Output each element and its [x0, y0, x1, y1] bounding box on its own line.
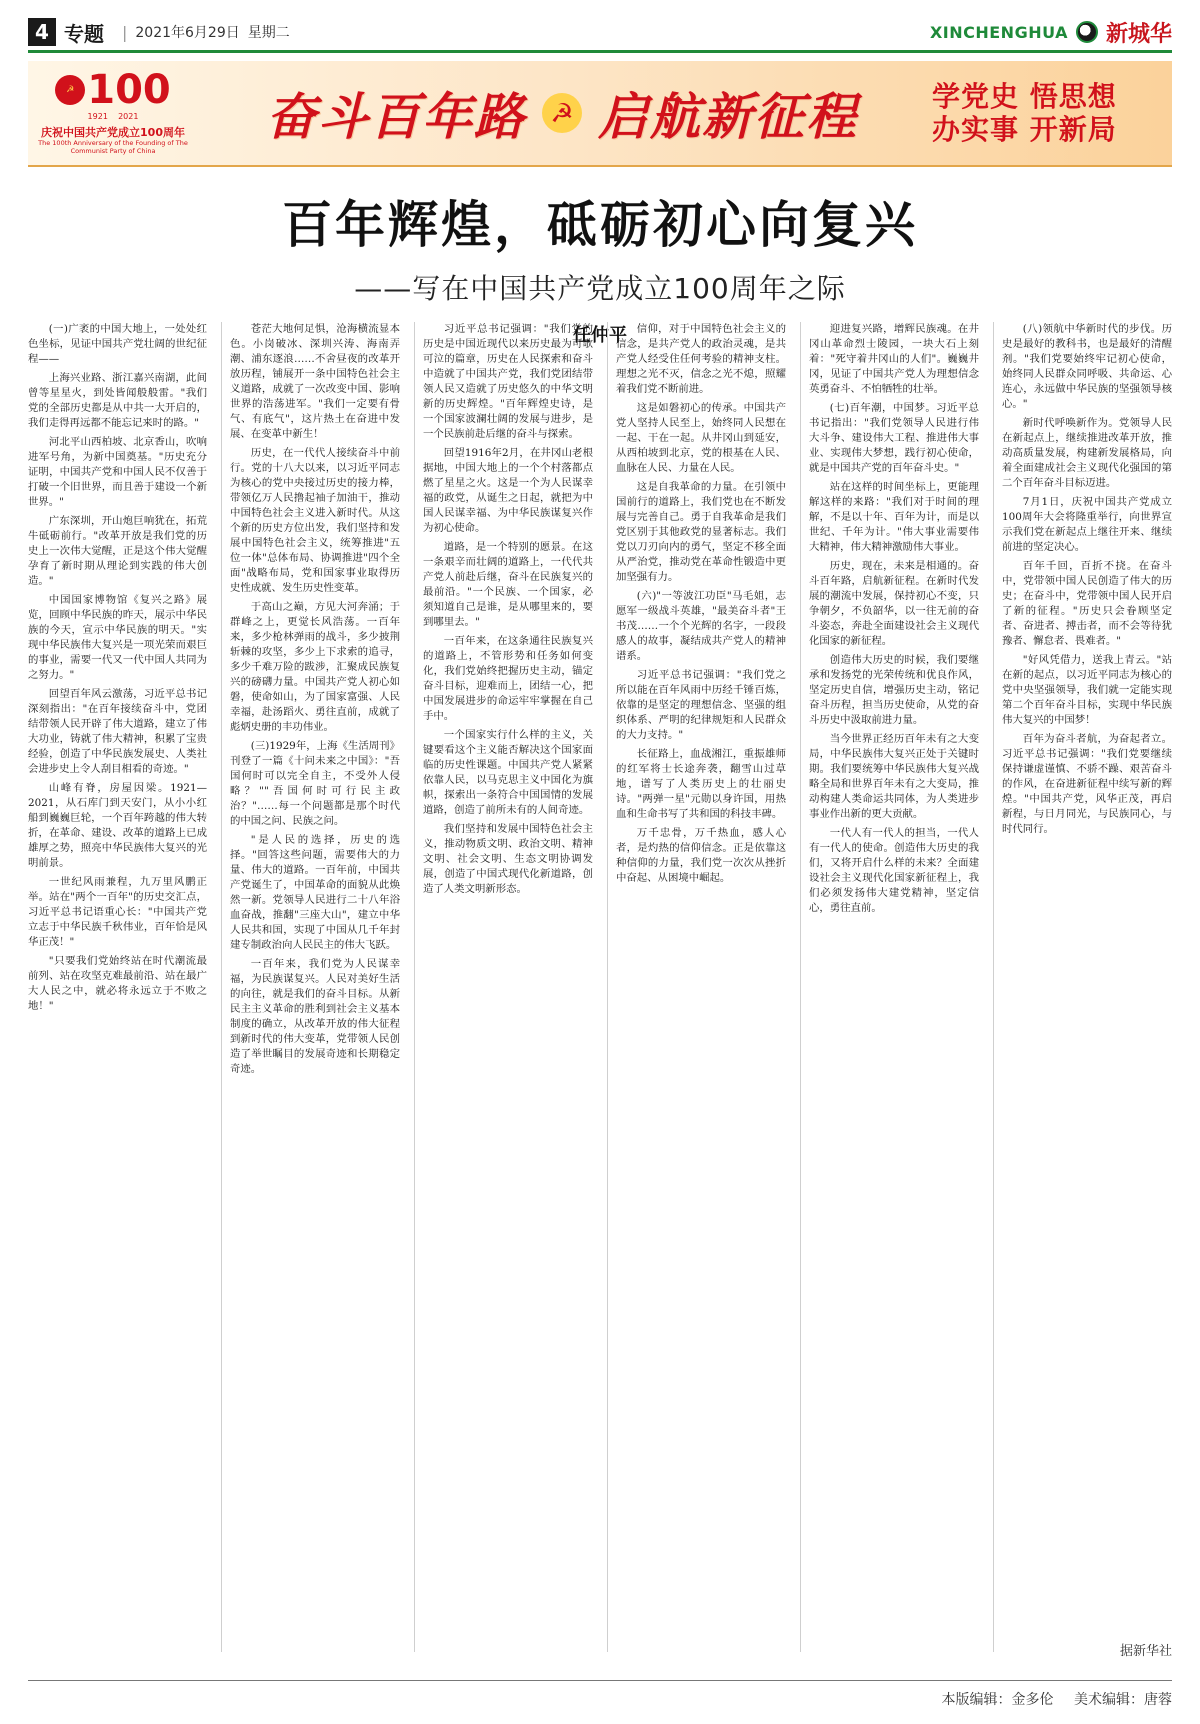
anniversary-caption-en: The 100th Anniversary of the Founding of The Communist Party of China [38, 139, 188, 155]
article-subheadline: ——写在中国共产党成立100周年之际 [354, 272, 846, 305]
article-paragraph: 新时代呼唤新作为。党领导人民在新起点上，继续推进改革开放，推动高质量发展，构建新发展格局，向着全面建成社会主义现代化强国的第二个百年奋斗目标迈进。 [1002, 417, 1172, 489]
banner-right-line2: 办实事 开新局 [932, 113, 1117, 146]
article-body [28, 322, 1172, 1652]
article-paragraph: 道路，是一个特别的愿景。在这一条艰辛而壮阔的道路上，一代代共产党人前赴后继，奋斗在民族复兴的最前沿。"一个民族、一个国家，必须知道自己是谁，是从哪里来的，要到哪里去。" [423, 541, 593, 628]
art-editor: 美术编辑：唐蓉 [1074, 1692, 1172, 1708]
article-paragraph: (三)1929年，上海《生活周刊》刊登了一篇《十问未来之中国》："吾国何时可以完全自主，不受外人侵略？""吾国何时可行民主政治？"……每一个问题都是那个时代的中国之问、民族之问。 [230, 740, 400, 827]
article-paragraph: 一百年来，我们党为人民谋幸福，为民族谋复兴。人民对美好生活的向往，就是我们的奋斗目标。从新民主主义革命的胜利到社会主义基本制度的确立，从改革开放的伟大征程到新时代的伟大变革，党带领人民创造了举世瞩目的发展奇迹和长期稳定奇迹。 [230, 958, 400, 1075]
anniversary-emblem [28, 61, 198, 165]
article-paragraph: 迎进复兴路，增辉民族魂。在井冈山革命烈士陵园，一块大石上刻着："死守着井冈山的人们"。巍巍井冈，见证了中国共产党人为理想信念英勇奋斗、不怕牺牲的壮举。 [809, 323, 979, 395]
article-paragraph: 创造伟大历史的时候，我们要继承和发扬党的光荣传统和优良作风，坚定历史自信，增强历史主动，铭记奋斗历程，担当历史使命，从党的奋斗历史中汲取前进力量。 [809, 654, 979, 726]
article-paragraph: 站在这样的时间坐标上，更能理解这样的来路："我们对于时间的理解，不是以十年、百年为计，而是以世纪、千年为计。"伟大事业需要伟大精神，伟大精神激励伟大事业。 [809, 481, 979, 553]
article-paragraph: 回望百年风云激荡，习近平总书记深刻指出："在百年接续奋斗中，党团结带领人民开辟了伟大道路，建立了伟大功业，铸就了伟大精神，积累了宝贵经验，创造了中华民族发展史、人类社会进步史上令人刮目相看的奇迹。" [28, 688, 207, 775]
article-paragraph: 山峰有脊，房屋因梁。1921—2021，从石库门到天安门，从小小红船到巍巍巨轮，一个百年跨越的伟大转折，在革命、建设、改革的道路上已成雄厚之势，照亮中华民族伟大复兴的光明前景。 [28, 782, 207, 869]
article-paragraph: 这是如磐初心的传承。中国共产党人坚持人民至上，始终同人民想在一起、干在一起。从井冈山到延安，从西柏坡到北京，党的根基在人民、血脉在人民、力量在人民。 [616, 402, 786, 474]
hammer-sickle-icon [540, 91, 584, 135]
banner-right-slogan [926, 61, 1172, 165]
page-number: 4 [28, 18, 56, 46]
anniversary-year-start: 1921 [87, 112, 108, 122]
article-paragraph: 7月1日，庆祝中国共产党成立100周年大会将隆重举行，向世界宣示我们党在新起点上继往开来、继续前进的坚定决心。 [1002, 496, 1172, 553]
article-column [414, 322, 593, 1652]
article-column [221, 322, 400, 1652]
panda-logo-icon [1076, 21, 1098, 43]
party-emblem-icon: ☭ [55, 75, 85, 105]
article-headline: 百年辉煌，砥砺初心向复兴 [282, 196, 918, 254]
source-credit: 据新华社 [1119, 1644, 1172, 1659]
article-paragraph: (六)"一等波江功臣"马毛姐，志愿军一级战斗英雄，"最美奋斗者"王书茂……一个个光辉的名字，一段段感人的故事，凝结成共产党人的精神谱系。 [616, 590, 786, 662]
anniversary-number [55, 67, 171, 114]
article-paragraph: 我们坚持和发展中国特色社会主义，推动物质文明、政治文明、精神文明、社会文明、生态文明协调发展，创造了中国式现代化新道路，创造了人类文明新形态。 [423, 823, 593, 895]
banner-slogan [198, 61, 926, 165]
brand-name: 新城华 [1105, 20, 1172, 47]
article-paragraph: 一个国家实行什么样的主义，关键要看这个主义能否解决这个国家面临的历史性课题。中国共产党人紧紧依靠人民，以马克思主义中国化为旗帜，探索出一条符合中国国情的发展道路，创造了前所未有的人间奇迹。 [423, 729, 593, 816]
article-paragraph: 中国国家博物馆《复兴之路》展览，回顾中华民族的昨天，展示中华民族的今天，宣示中华民族的明天。"实现中华民族伟大复兴是一项光荣而艰巨的事业，需要一代又一代中国人共同为之努力。" [28, 594, 207, 681]
article-paragraph: "是人民的选择，历史的选择。"回答这些问题，需要伟大的力量、伟大的道路。一百年前，中国共产党诞生了，中国革命的面貌从此焕然一新。党领导人民进行二十八年浴血奋战，推翻"三座大山"，建立中华人民共和国，实现了中国从几千年封建专制政治向人民民主的伟大飞跃。 [230, 834, 400, 951]
article-paragraph: 百年为奋斗者航，为奋起者立。习近平总书记强调："我们党要继续保持谦虚谨慎、不骄不躁、艰苦奋斗的作风，在奋进新征程中续写新的辉煌。"中国共产党，风华正茂，再启新程，与日月同光，与民族同心，与时代同行。 [1002, 733, 1172, 835]
anniversary-banner [28, 61, 1172, 167]
article-paragraph: 长征路上，血战湘江，重振雄师的红军将士长途奔袭，翻雪山过草地，谱写了人类历史上的壮丽史诗。"两弹一星"元勋以身许国，用热血和生命书写了共和国的科技丰碑。 [616, 748, 786, 820]
article-paragraph: 一代人有一代人的担当，一代人有一代人的使命。创造伟大历史的我们，又将开启什么样的未来？全面建设社会主义现代化国家新征程上，我们必须发扬伟大建党精神，坚定信心，勇往直前。 [809, 827, 979, 914]
article-column [993, 322, 1172, 1652]
issue-date: 2021年6月29日 [135, 25, 240, 41]
article-paragraph: (七)百年潮，中国梦。习近平总书记指出："我们党领导人民进行伟大斗争、建设伟大工程、推进伟大事业、实现伟大梦想，践行初心使命，就是中国共产党的百年奋斗史。" [809, 402, 979, 474]
article-paragraph: 广东深圳，开山炮巨响犹在，拓荒牛砥砺前行。"改革开放是我们党的历史上一次伟大觉醒，正是这个伟大觉醒孕育了新时期从理论到实践的伟大创造。" [28, 515, 207, 587]
article-paragraph: 苍茫大地何足惧，沧海横流显本色。小岗破冰、深圳兴涛、海南弄潮、浦东逐浪……不舍昼夜的改革开放历程，铺展开一条中国特色社会主义道路，成就了一次改变中国、影响世界的浩荡进军。"我们一定要有骨气、有底气"，这片热土在奋进中发展、在变革中新生！ [230, 323, 400, 440]
svg-text:☭: ☭ [550, 99, 574, 129]
article-paragraph: (八)领航中华新时代的步伐。历史是最好的教科书，也是最好的清醒剂。"我们党要始终牢记初心使命，始终同人民群众同呼吸、共命运、心连心，永远做中华民族的坚强领导核心。" [1002, 323, 1172, 410]
article-paragraph: "好风凭借力，送我上青云。"站在新的起点，以习近平同志为核心的党中央坚强领导，我们就一定能实现第二个百年奋斗目标，实现中华民族伟大复兴的中国梦！ [1002, 654, 1172, 726]
slogan-left: 奋斗百年路 [266, 88, 526, 146]
article-paragraph: 一世纪风雨兼程，九万里风鹏正举。站在"两个一百年"的历史交汇点，习近平总书记语重心长："中国共产党立志于中华民族千秋伟业，百年恰是风华正茂！" [28, 876, 207, 948]
page-editor: 本版编辑：金多伦 [941, 1692, 1054, 1708]
article-paragraph: (一)广袤的中国大地上，一处处红色坐标，见证中国共产党壮阔的世纪征程—— [28, 323, 207, 365]
page-footer [28, 1680, 1172, 1709]
masthead-brand [930, 17, 1172, 48]
article-paragraph: 习近平总书记强调："我们党的历史是中国近现代以来历史最为可歌可泣的篇章，历史在人民探索和奋斗中造就了中国共产党，我们党团结带领人民又造就了历史悠久的中华文明新的历史辉煌。"百年辉煌史诗，是一个国家波澜壮阔的发展与进步，是一个民族前赴后继的奋斗与探索。 [423, 323, 593, 440]
article-paragraph: 这是自我革命的力量。在引领中国前行的道路上，我们党也在不断发展与完善自己。勇于自我革命是我们党区别于其他政党的显著标志。我们党以刀刃向内的勇气，坚定不移全面从严治党，推动党在革命性锻造中更加坚强有力。 [616, 481, 786, 583]
anniversary-caption: 庆祝中国共产党成立100周年 [41, 126, 185, 140]
header-separator: | [122, 22, 128, 42]
article-author: 任仲平 [573, 325, 627, 346]
article-paragraph: 河北平山西柏坡、北京香山，吹响进军号角，为新中国奠基。"历史充分证明，中国共产党和中国人民不仅善于打破一个旧世界，而且善于建设一个新世界。" [28, 436, 207, 508]
anniversary-year-end: 2021 [118, 112, 139, 122]
anniversary-number-text: 100 [87, 67, 171, 114]
article-paragraph: 历史，现在，未来是相通的。奋斗百年路，启航新征程。在新时代发展的潮流中发展，保持初心不变，只争朝夕，不负韶华，以一往无前的奋斗姿态，奔赴全面建设社会主义现代化国家的新征程。 [809, 560, 979, 647]
article-paragraph: 习近平总书记强调："我们党之所以能在百年风雨中历经千锤百炼，依靠的是坚定的理想信念、坚强的组织体系、严明的纪律规矩和人民群众的大力支持。" [616, 669, 786, 741]
anniversary-years [88, 112, 139, 121]
issue-weekday: 星期二 [247, 25, 290, 41]
article-column [28, 322, 207, 1652]
page-header [28, 14, 1172, 53]
article-paragraph: 当今世界正经历百年未有之大变局，中华民族伟大复兴正处于关键时期。我们要统筹中华民族伟大复兴战略全局和世界百年未有之大变局，推动构建人类命运共同体，为人类进步事业作出新的更大贡献。 [809, 733, 979, 820]
banner-right-line1: 学党史 悟思想 [932, 79, 1117, 113]
article-paragraph: "只要我们党始终站在时代潮流最前列、站在攻坚克难最前沿、站在最广大人民之中，就必将永远立于不败之地！" [28, 955, 207, 1012]
slogan-right: 启航新征程 [598, 88, 858, 146]
article-paragraph: 信仰，对于中国特色社会主义的信念，是共产党人的政治灵魂，是共产党人经受住任何考验的精神支柱。理想之光不灭，信念之光不熄，照耀着我们党不断前进。 [616, 323, 786, 395]
article-paragraph: 回望1916年2月，在井冈山老根据地，中国大地上的一个个村落都点燃了星星之火。这是一个为人民谋幸福的政党，从诞生之日起，就把为中国人民谋幸福、为中华民族谋复兴作为初心使命。 [423, 447, 593, 534]
article-paragraph: 一百年来，在这条通往民族复兴的道路上，不管形势和任务如何变化，我们党始终把握历史主动，锚定奋斗目标，迎难而上，团结一心，把中国发展进步的命运牢牢掌握在自己手中。 [423, 635, 593, 722]
article-column [607, 322, 786, 1652]
article-paragraph: 上海兴业路、浙江嘉兴南湖，此间曾等星星火，到处皆闻般般雷。"我们党的全部历史都是从中共一大开启的，我们走得再远都不能忘记来时的路。" [28, 372, 207, 429]
article-paragraph: 于高山之巅，方见大河奔涌；于群峰之上，更觉长风浩荡。一百年来，多少枪林弹雨的战斗，多少披荆斩棘的攻坚，多少上下求索的追寻，多少千难万险的跋涉，汇聚成民族复兴的磅礴力量。中国共产党人初心如磐，使命如山，为了国家富强、人民幸福，赴汤蹈火、勇往直前，成就了彪炳史册的丰功伟业。 [230, 601, 400, 733]
section-name: 专题 [64, 21, 104, 46]
article-paragraph: 历史，在一代代人接续奋斗中前行。党的十八大以来，以习近平同志为核心的党中央接过历史的接力棒，带领亿万人民撸起袖子加油干，推动中国特色社会主义进入新时代。从这个新的历史方位出发，我们坚持和发展中国特色社会主义，统筹推进"五位一体"总体布局、协调推进"四个全面"战略布局，党和国家事业取得历史性成就、发生历史性变革。 [230, 447, 400, 594]
article-column [800, 322, 979, 1652]
article-paragraph: 百年千回，百折不挠。在奋斗中，党带领中国人民创造了伟大的历史；在奋斗中，党带领中国人民开启了新的征程。"历史只会眷顾坚定者、奋进者、搏击者，而不会等待犹豫者、懈怠者、畏难者。" [1002, 560, 1172, 647]
article-paragraph: 万千忠骨，万千热血，感人心者，是灼热的信仰信念。正是依靠这种信仰的力量，我们党一次次从挫折中奋起、从困境中崛起。 [616, 827, 786, 884]
brand-pinyin: XINCHENGHUA [929, 22, 1068, 42]
